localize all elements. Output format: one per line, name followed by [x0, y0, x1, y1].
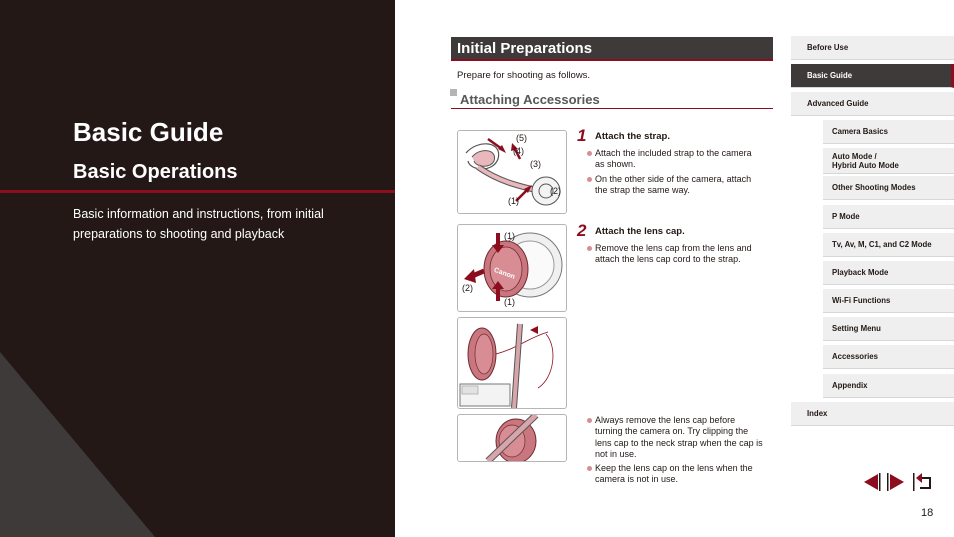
nav-label: Playback Mode [832, 268, 889, 277]
callout-1: (1) [508, 196, 519, 206]
list-item: Always remove the lens cap before turning the camera on. Try clipping the lens cap to the neck strap when the cap is not in use. [587, 415, 763, 460]
nav-advanced-guide[interactable] [791, 92, 954, 116]
cap-cord-drawing [458, 318, 566, 408]
subsection-divider [451, 108, 773, 109]
strap-callouts [458, 131, 566, 213]
section-title: Initial Preparations [457, 40, 593, 57]
nav-label: Tv, Av, M, C1, and C2 Mode [832, 240, 932, 249]
callout-3: (3) [530, 159, 541, 169]
callout-5: (5) [516, 133, 527, 143]
nav-label: Before Use [807, 43, 849, 52]
strap-illustration [457, 130, 567, 214]
chapter-subtitle: Basic Operations [73, 161, 238, 183]
nav-label [832, 152, 899, 170]
decorative-triangle [0, 0, 395, 537]
subsection-marker [450, 89, 457, 96]
return-icon [912, 472, 934, 492]
step-number-2: 2 [577, 221, 587, 240]
callout-cap-1-top: (1) [504, 231, 515, 241]
subsection-title: Attaching Accessories [460, 92, 600, 107]
prev-page-button[interactable] [860, 472, 882, 492]
list-item: Attach the included strap to the camera as shown. [587, 148, 763, 171]
callout-cap-2: (2) [462, 283, 473, 293]
list-item: On the other side of the camera, attach the strap the same way. [587, 174, 763, 197]
notes-bullets [587, 415, 763, 489]
nav-other-shooting-modes[interactable] [823, 176, 954, 200]
cap-on-strap-illustration [457, 414, 567, 462]
nav-label: P Mode [832, 212, 860, 221]
nav-index[interactable] [791, 402, 954, 426]
nav-before-use[interactable] [791, 36, 954, 60]
nav-label: Advanced Guide [807, 99, 869, 108]
nav-accessories[interactable] [823, 345, 954, 369]
step-heading-1: Attach the strap. [595, 131, 670, 142]
section-header [451, 37, 773, 61]
list-item: Keep the lens cap on the lens when the camera is not in use. [587, 463, 763, 486]
cap-on-strap-drawing [458, 415, 566, 461]
nav-label: Camera Basics [832, 127, 888, 136]
nav-playback-mode[interactable] [823, 261, 954, 285]
return-button[interactable] [912, 472, 934, 492]
nav-camera-basics[interactable] [823, 120, 954, 144]
prev-page-icon [860, 472, 882, 492]
nav-basic-guide[interactable] [791, 64, 954, 88]
step-number-1: 1 [577, 126, 587, 145]
nav-label: Appendix [832, 381, 868, 390]
step-1-bullets [587, 148, 763, 199]
nav-label: Basic Guide [807, 71, 853, 80]
nav-wifi-functions[interactable] [823, 289, 954, 313]
nav-auto-mode[interactable] [823, 148, 954, 174]
brand-label: Canon [492, 266, 516, 281]
nav-label: Index [807, 409, 828, 418]
nav-p-mode[interactable] [823, 205, 954, 229]
chapter-cover-panel [0, 0, 395, 537]
callout-4: (4) [513, 146, 524, 156]
lens-cap-illustration [457, 224, 567, 312]
section-intro: Prepare for shooting as follows. [457, 70, 591, 81]
chapter-divider [0, 190, 395, 193]
callout-cap-1-bottom: (1) [504, 297, 515, 307]
page-number: 18 [921, 507, 934, 519]
nav-label: Other Shooting Modes [832, 183, 916, 192]
nav-label-line-2: Hybrid Auto Mode [832, 161, 899, 170]
page-navigation [860, 472, 934, 492]
nav-setting-menu[interactable] [823, 317, 954, 341]
chapter-title: Basic Guide [73, 117, 224, 147]
nav-label: Accessories [832, 352, 878, 361]
list-item: Remove the lens cap from the lens and attach the lens cap cord to the strap. [587, 243, 763, 266]
nav-label: Setting Menu [832, 324, 881, 333]
next-page-button[interactable] [886, 472, 908, 492]
step-heading-2: Attach the lens cap. [595, 226, 685, 237]
nav-label: Wi-Fi Functions [832, 296, 891, 305]
step-2-bullets [587, 243, 763, 269]
nav-appendix[interactable] [823, 374, 954, 398]
nav-label-line-1: Auto Mode / [832, 152, 877, 161]
chapter-description: Basic information and instructions, from initial preparations to shooting and playback [73, 207, 324, 241]
callout-2: (2) [550, 186, 561, 196]
lens-cap-callouts [458, 225, 566, 311]
next-page-icon [886, 472, 908, 492]
cap-cord-illustration [457, 317, 567, 409]
nav-tv-av-m-mode[interactable] [823, 233, 954, 257]
